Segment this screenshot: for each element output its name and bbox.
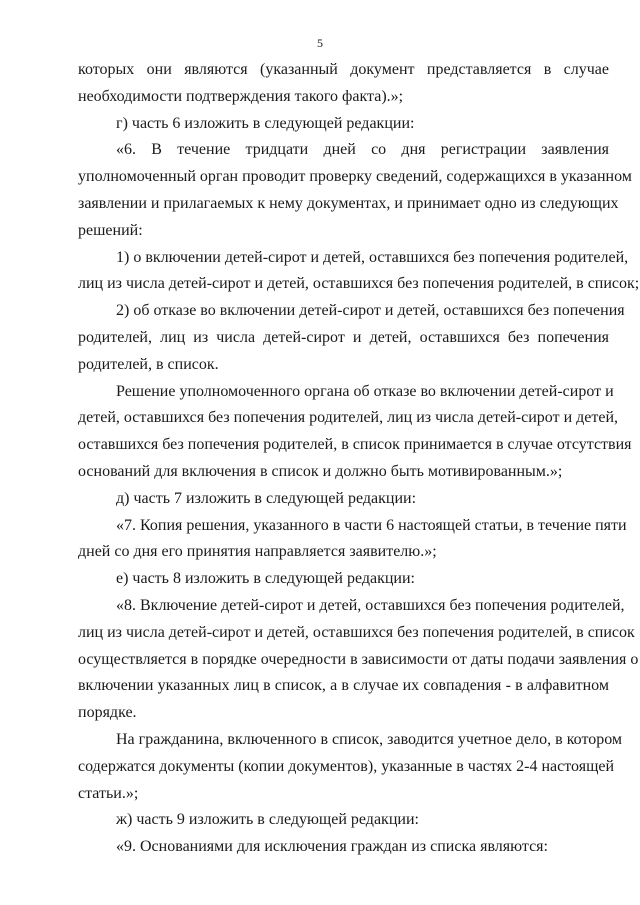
text-line: «9. Основаниями для исключения граждан из списка являются: xyxy=(116,838,548,856)
text-line: оснований для включения в список и должно быть мотивированным.»; xyxy=(78,463,563,480)
page-number: 5 xyxy=(317,36,323,50)
text-line: оставшихся без попечения родителей, в список принимается в случае отсутствия xyxy=(78,436,632,454)
text-line: Решение уполномоченного органа об отказе во включении детей-сирот и xyxy=(116,382,614,400)
text-line: е) часть 8 изложить в следующей редакции: xyxy=(116,570,415,588)
text-line: родителей, лиц из числа детей-сирот и детей, оставшихся без попечения xyxy=(78,329,609,346)
text-line: дней со дня его принятия направляется заявителю.»; xyxy=(78,543,437,561)
text-line: детей, оставшихся без попечения родителей, лиц из числа детей-сирот и детей, xyxy=(78,409,619,427)
text-line: лиц из числа детей-сирот и детей, оставшихся без попечения родителей, в список; xyxy=(78,275,640,293)
text-line: г) часть 6 изложить в следующей редакции: xyxy=(116,114,415,132)
text-line: «8. Включение детей-сирот и детей, оставшихся без попечения родителей, xyxy=(116,597,625,614)
text-line: которых они являются (указанный документ представляется в случае xyxy=(78,61,609,78)
text-line: уполномоченный орган проводит проверку сведений, содержащихся в указанном xyxy=(78,168,632,186)
text-line: 1) о включении детей-сирот и детей, оставшихся без попечения родителей, xyxy=(116,248,629,266)
text-line: необходимости подтверждения такого факта).»; xyxy=(78,87,404,105)
text-line: статьи.»; xyxy=(78,784,139,802)
text-line: «6. В течение тридцати дней со дня регистрации заявления xyxy=(116,141,609,159)
text-line: д) часть 7 изложить в следующей редакции: xyxy=(116,489,417,507)
text-line: заявлении и прилагаемых к нему документах, и принимает одно из следующих xyxy=(78,195,619,212)
text-line: решений: xyxy=(78,221,143,239)
text-line: На гражданина, включенного в список, заводится учетное дело, в котором xyxy=(116,731,623,748)
text-line: порядке. xyxy=(78,704,137,722)
text-line: включении указанных лиц в список, а в случае их совпадения - в алфавитном xyxy=(78,677,609,695)
text-line: «7. Копия решения, указанного в части 6 настоящей статьи, в течение пяти xyxy=(116,516,627,534)
text-line: ж) часть 9 изложить в следующей редакции: xyxy=(116,811,419,829)
text-line: лиц из числа детей-сирот и детей, оставшихся без попечения родителей, в список xyxy=(78,623,635,641)
text-line: осуществляется в порядке очередности в зависимости от даты подачи заявления о xyxy=(78,650,639,668)
text-line: 2) об отказе во включении детей-сирот и детей, оставшихся без попечения xyxy=(116,302,625,320)
text-line: содержатся документы (копии документов), указанные в частях 2-4 настоящей xyxy=(78,757,615,775)
text-line: родителей, в список. xyxy=(78,355,219,373)
